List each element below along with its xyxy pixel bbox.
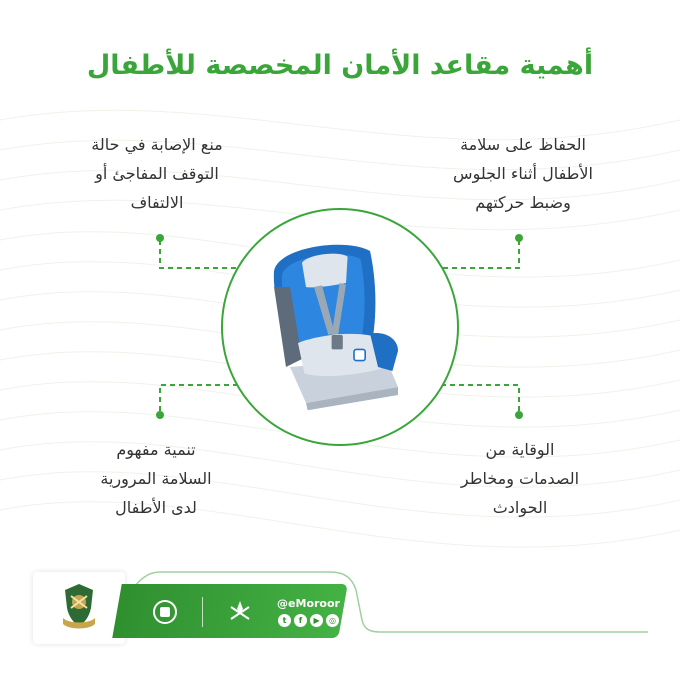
social-handle[interactable]: @eMoroor	[277, 597, 340, 610]
tip-line: الحفاظ على سلامة	[460, 135, 586, 154]
tip-line: الصدمات ومخاطر	[460, 469, 580, 488]
youtube-icon[interactable]: ▶	[310, 614, 323, 627]
facebook-icon[interactable]: f	[294, 614, 307, 627]
traffic-police-emblem-icon	[49, 578, 109, 638]
social-icons	[277, 614, 340, 627]
saudi-emblem-icon	[225, 597, 255, 627]
tip-line: وضبط حركتهم	[475, 193, 571, 212]
traffic-police-logo-card	[33, 572, 125, 644]
tip-line: الأطفال أثناء الجلوس	[453, 164, 593, 183]
car-seat-icon	[258, 222, 418, 432]
tip-line: الوقاية من	[485, 440, 555, 459]
tip-line: الحوادث	[492, 498, 548, 517]
page-title: أهمية مقاعد الأمان المخصصة للأطفال	[86, 50, 594, 81]
tip-line: الالتفاف	[130, 193, 184, 212]
tip-line: منع الإصابة في حالة	[91, 135, 223, 154]
tip-line: تنمية مفهوم	[116, 440, 196, 459]
tip-line: التوقف المفاجئ أو	[95, 164, 219, 183]
social-block	[277, 597, 340, 627]
tip-line: لدى الأطفال	[115, 498, 197, 517]
footer-content	[150, 590, 340, 634]
twitter-icon[interactable]: t	[278, 614, 291, 627]
ministry-emblem-icon	[150, 597, 180, 627]
footer-separator	[202, 597, 203, 627]
tip-line: السلامة المرورية	[100, 469, 212, 488]
instagram-icon[interactable]: ◎	[326, 614, 339, 627]
